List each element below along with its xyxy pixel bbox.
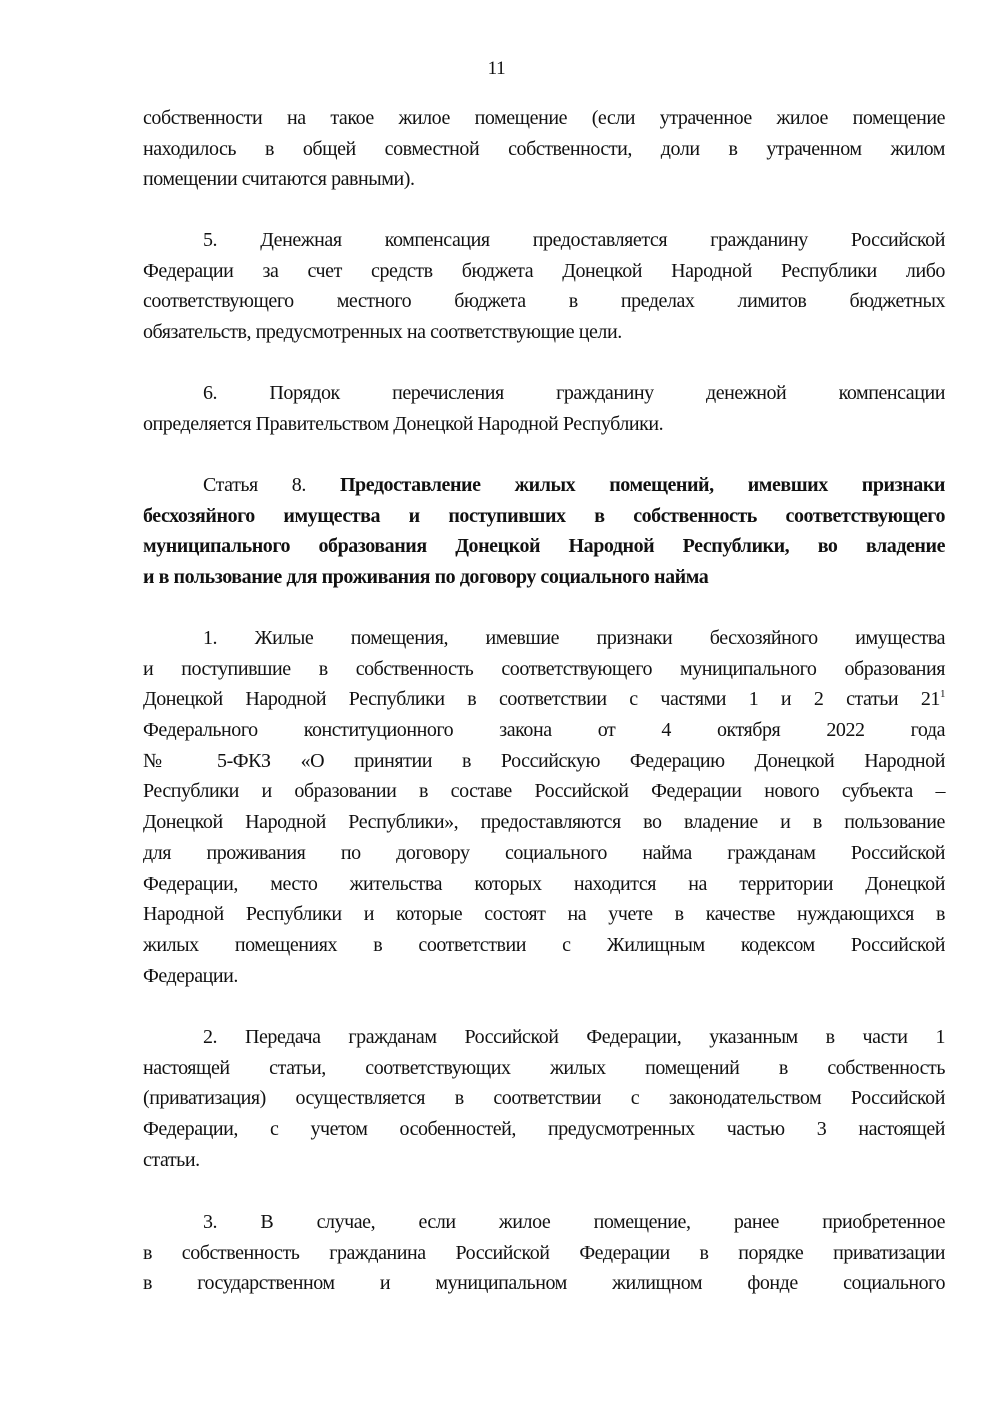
paragraph-continuation — [143, 103, 945, 195]
text-line: (приватизация) осуществляется в соответствии с законодательством Российской — [143, 1087, 945, 1110]
page-number: 11 — [487, 58, 506, 79]
text-line: Федерального конституционного закона от 4 октября 2022 года — [143, 719, 945, 742]
text-line: и поступившие в собственность соответствующего муниципального образования — [143, 657, 945, 680]
text-line: Федерации. — [143, 964, 238, 987]
text-line: Республики и образовании в составе Российской Федерации нового субъекта – — [143, 780, 945, 803]
text-line: Народной Республики и которые состоят на учете в качестве нуждающихся в — [143, 903, 945, 926]
text-line — [143, 684, 945, 715]
article-8-part-3 — [143, 1207, 945, 1299]
article-heading-line — [143, 470, 945, 501]
text-line: статьи. — [143, 1148, 200, 1171]
text-line: в государственном и муниципальном жилищном фонде социального — [143, 1272, 945, 1295]
article-title-line: бесхозяйного имущества и поступивших в собственность соответствующего — [143, 504, 945, 527]
text-fragment: Донецкой Народной Республики в соответствии с частями 1 и 2 статьи 21 — [143, 688, 940, 711]
text-line: № 5-ФКЗ «О принятии в Российскую Федерацию Донецкой Народной — [143, 749, 945, 772]
text-line: для проживания по договору социального найма гражданам Российской — [143, 841, 945, 864]
text-line: Федерации, место жительства которых находится на территории Донецкой — [143, 872, 945, 895]
paragraph-6 — [143, 378, 945, 439]
text-line: 1. Жилые помещения, имевшие признаки бесхозяйного имущества — [203, 627, 945, 649]
article-8-part-2 — [143, 1022, 945, 1175]
text-line: в собственность гражданина Российской Федерации в порядке приватизации — [143, 1241, 945, 1264]
text-line: помещении считаются равными). — [143, 168, 415, 191]
article-title-line: муниципального образования Донецкой Народной Республики, во владение — [143, 535, 945, 558]
text-line: Федерации за счет средств бюджета Донецкой Народной Республики либо — [143, 259, 945, 282]
article-title-line: и в пользование для проживания по договору социального найма — [143, 566, 709, 589]
text-line: настоящей статьи, соответствующих жилых помещений в собственность — [143, 1056, 945, 1079]
article-label: Статья 8. — [203, 474, 306, 496]
text-line: 3. В случае, если жилое помещение, ранее приобретенное — [203, 1211, 945, 1233]
text-line: соответствующего местного бюджета в пределах лимитов бюджетных — [143, 290, 945, 313]
text-line: находилось в общей совместной собственности, доли в утраченном жилом — [143, 137, 945, 160]
article-title: Предоставление жилых помещений, имевших признаки — [339, 474, 945, 496]
article-8-heading — [143, 470, 945, 593]
text-line: 5. Денежная компенсация предоставляется гражданину Российской — [203, 229, 945, 251]
text-line: собственности на такое жилое помещение (если утраченное жилое помещение — [143, 107, 945, 129]
text-line: 6. Порядок перечисления гражданину денежной компенсации — [203, 382, 945, 404]
text-line: обязательств, предусмотренных на соответствующие цели. — [143, 321, 622, 344]
superscript: 1 — [939, 688, 945, 701]
paragraph-5 — [143, 225, 945, 348]
article-8-part-1 — [143, 623, 945, 991]
text-line: жилых помещениях в соответствии с Жилищным кодексом Российской — [143, 933, 945, 956]
text-line: Федерации, с учетом особенностей, предусмотренных частью 3 настоящей — [143, 1118, 945, 1141]
text-line: определяется Правительством Донецкой Народной Республики. — [143, 412, 664, 435]
text-line: 2. Передача гражданам Российской Федерации, указанным в части 1 — [203, 1026, 945, 1048]
text-line: Донецкой Народной Республики», предоставляются во владение и в пользование — [143, 811, 945, 834]
